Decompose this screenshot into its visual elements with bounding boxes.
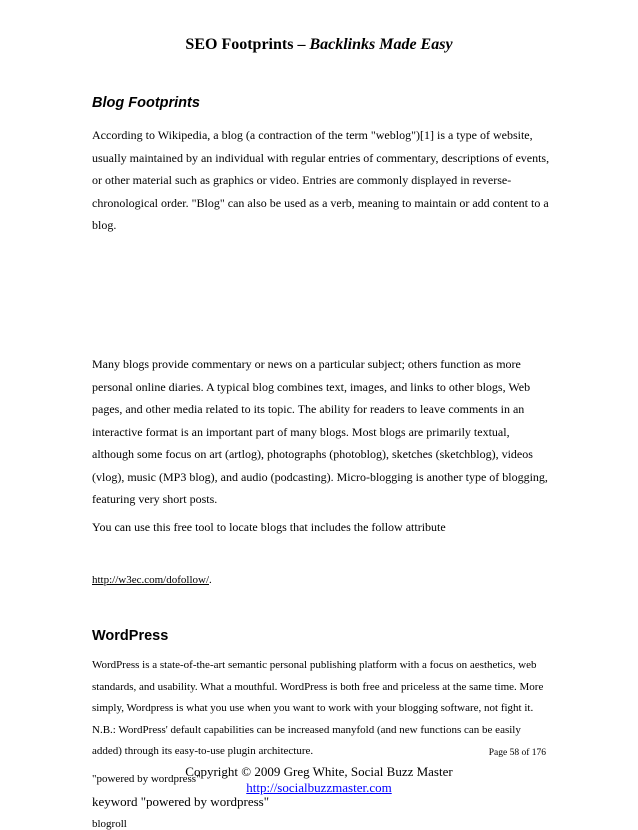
page-header xyxy=(0,36,638,54)
paragraph-tool-note: You can use this free tool to locate blogs that includes the follow attribute xyxy=(92,520,446,534)
footprint-item: blogroll xyxy=(92,818,127,830)
footprint-item: "powered by wordpress" xyxy=(92,773,201,785)
dofollow-link-line xyxy=(92,574,212,586)
dofollow-link[interactable]: http://w3ec.com/dofollow/ xyxy=(92,574,210,586)
paragraph-blog-definition: According to Wikipedia, a blog (a contraction of the term "weblog")[1] is a type of website, usually maintained by an individual with regular entries of commentary, descriptions of events, or other material such as graphics or video. Entries are commonly displayed in reverse-chronological order. "Blog" can also be used as a verb, meaning to maintain or add content to a blog. xyxy=(92,128,550,232)
section-heading-blog-footprints: Blog Footprints xyxy=(92,95,200,111)
footer-url-link[interactable]: http://socialbuzzmaster.com xyxy=(246,780,392,795)
footprint-item: keyword "powered by wordpress" xyxy=(92,794,270,809)
header-subtitle: Backlinks Made Easy xyxy=(309,36,453,53)
paragraph-blog-description: Many blogs provide commentary or news on a particular subject; others function as more personal online diaries. A typical blog combines text, images, and links to other blogs, Web pages, and other media related to its topic. The ability for readers to leave comments in an interactive format is an important part of many blogs. Most blogs are primarily textual, although some focus on art (artlog), photographs (photoblog), sketches (sketchblog), videos (vlog), music (MP3 blog), and audio (podcasting). Micro-blogging is another type of blogging, featuring very short posts. xyxy=(92,357,548,506)
paragraph-wordpress: WordPress is a state-of-the-art semantic personal publishing platform with a focus on aesthetics, web standards, and usability. What a mouthful. WordPress is both free and priceless at the same time. More simply, Wordpress is what you use when you want to work with your blogging software, not fight it. N.B.: WordPress' default capabilities can be increased manyfold (and new functions can be easily added) through its easy-to-use plugin architecture. xyxy=(92,659,544,757)
section-heading-wordpress: WordPress xyxy=(92,628,169,644)
page-number: Page 58 of 176 xyxy=(488,748,546,758)
link-suffix: . xyxy=(209,574,212,586)
header-title: SEO Footprints – xyxy=(185,36,310,53)
page-footer xyxy=(0,764,638,796)
footer-copyright: Copyright © 2009 Greg White, Social Buzz Master xyxy=(185,764,453,779)
